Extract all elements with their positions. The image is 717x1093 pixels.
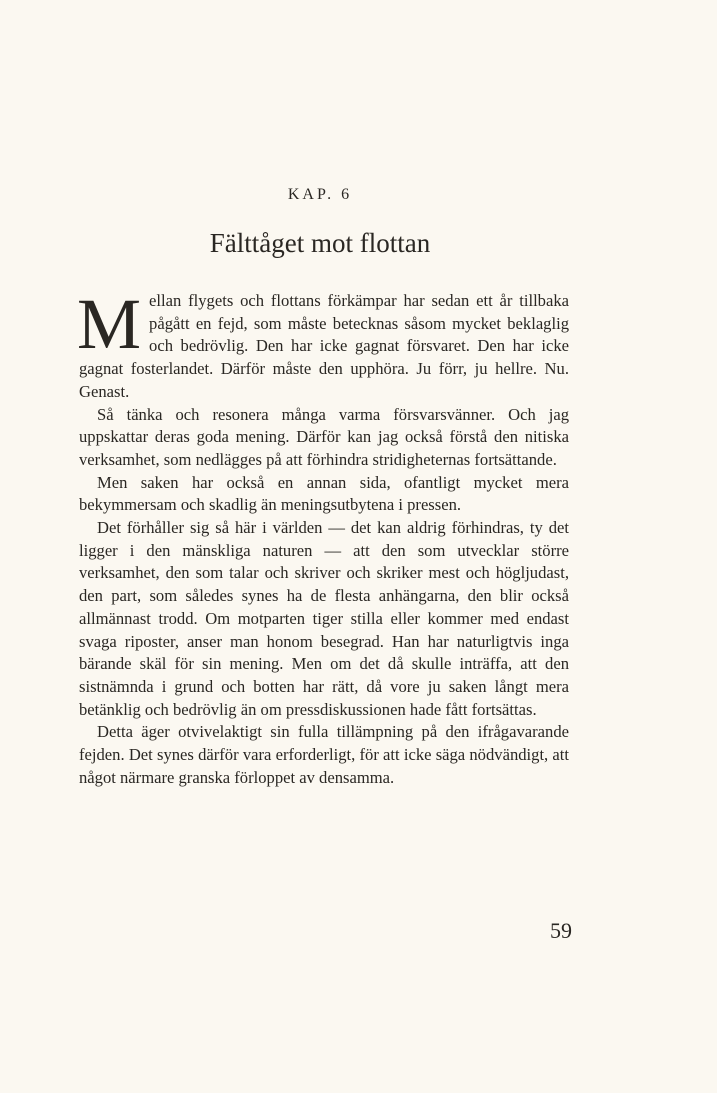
chapter-label: KAP. 6 (287, 186, 353, 203)
paragraph-2: Så tänka och resonera många varma försvarsvänner. Och jag uppskattar deras goda mening. Därför kan jag också förstå den nitiska verksamhet, som nedlägges på att förhindra stridigheternas fortsättande. (79, 404, 569, 469)
paragraph-1 (77, 284, 569, 404)
drop-cap: M (77, 284, 142, 364)
page-number: 59 (550, 918, 572, 943)
paragraph-1-text: ellan flygets och flottans förkämpar har sedan ett år tillbaka pågått en fejd, som måste betecknas såsom mycket beklaglig och bedrövlig. Den har icke gagnat försvaret. Den har icke gagnat fosterlandet. Därför måste den upphöra. Ju förr, ju hellre. Nu. Genast. (79, 291, 569, 401)
paragraph-4: Det förhåller sig så här i världen — det kan aldrig förhindras, ty det ligger i den mänskliga naturen — att den som utvecklar större verksamhet, den som talar och skriver och skriker mest och högljudast, den part, som således synes ha de flesta anhängarna, den blir också allmännast trodd. Om motparten tiger stilla eller kommer med endast svaga riposter, anser man honom besegrad. Han har naturligtvis inga bärande skäl för sin mening. Men om det då skulle inträffa, att den sistnämnda i grund och botten har rätt, då vore ju saken långt mera betänklig och bedrövlig än om pressdiskussionen hade fått fortsättas. (79, 518, 569, 719)
chapter-title: Fälttåget mot flottan (209, 228, 431, 258)
paragraph-5: Detta äger otvivelaktigt sin fulla tillämpning på den ifrågavarande fejden. Det synes därför vara erforderligt, för att icke säga nödvändigt, att något närmare granska förloppet av densamma. (79, 722, 569, 787)
paragraph-3: Men saken har också en annan sida, ofantligt mycket mera bekymmersam och skadlig än meningsutbytena i pressen. (79, 472, 569, 515)
body-text (77, 284, 569, 789)
